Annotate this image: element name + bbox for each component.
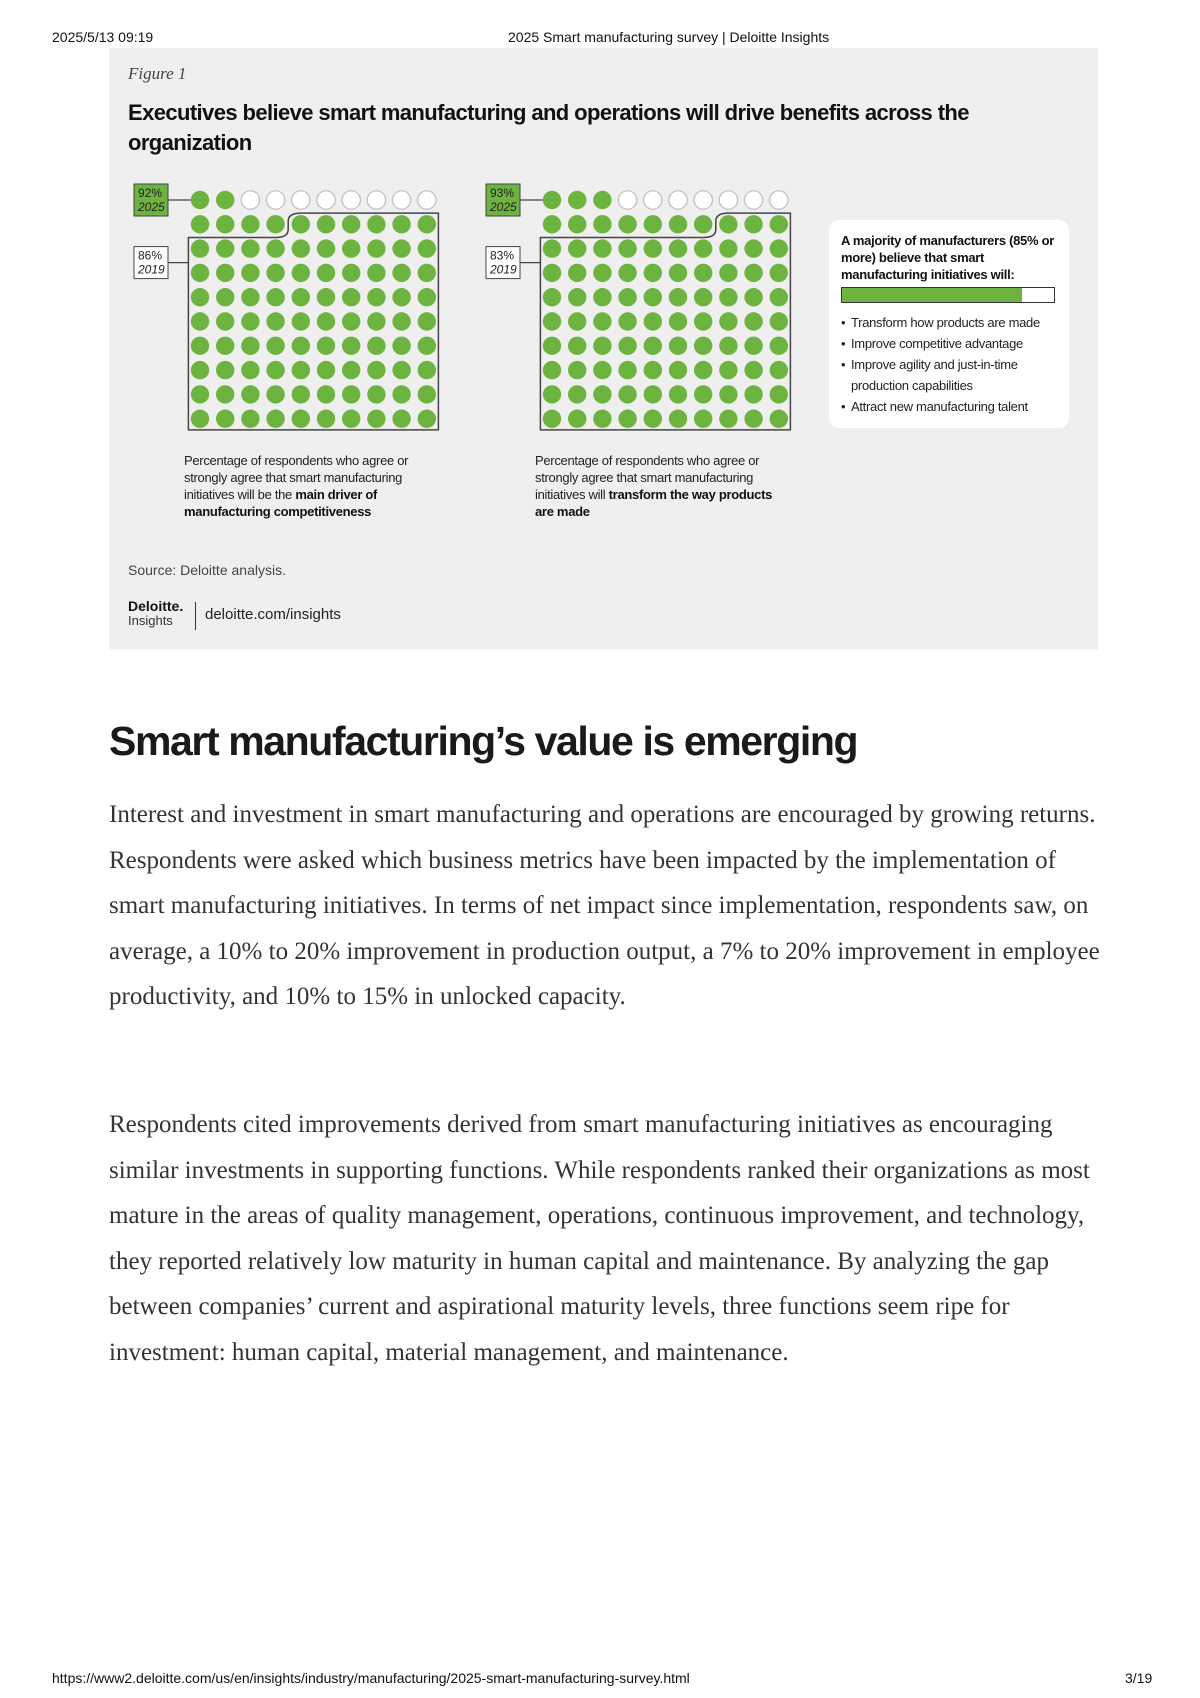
waffle-dot-filled xyxy=(266,337,284,355)
waffle-dot-filled xyxy=(618,410,636,428)
waffle-dot-filled xyxy=(618,361,636,379)
waffle-dot-filled xyxy=(191,191,209,209)
side-callout-heading: A majority of manufacturers (85% or more) believe that smart manufacturing initiatives will: xyxy=(841,233,1054,282)
waffle-dot-filled xyxy=(568,337,586,355)
waffle-dot-filled xyxy=(568,239,586,257)
side-callout xyxy=(829,220,1069,428)
waffle-dot-filled xyxy=(418,288,436,306)
waffle-dot-filled xyxy=(191,264,209,282)
waffle-dot-filled xyxy=(317,239,335,257)
waffle-dot-filled xyxy=(694,410,712,428)
waffle-dot-filled xyxy=(216,264,234,282)
waffle-dot-filled xyxy=(216,239,234,257)
waffle-dot-filled xyxy=(191,312,209,330)
waffle-dot-filled xyxy=(241,410,259,428)
waffle-dot-filled xyxy=(618,385,636,403)
waffle-dot-empty xyxy=(342,191,360,209)
waffle-dot-filled xyxy=(342,288,360,306)
side-callout-item: • Attract new manufacturing talent xyxy=(841,396,1065,417)
waffle-dot-filled xyxy=(669,239,687,257)
waffle-dot-filled xyxy=(543,361,561,379)
waffle-dot-filled xyxy=(216,337,234,355)
waffle-dot-filled xyxy=(266,288,284,306)
waffle-dot-filled xyxy=(694,239,712,257)
waffle-dot-filled xyxy=(317,312,335,330)
waffle-dot-filled xyxy=(392,264,410,282)
waffle-dot-filled xyxy=(191,385,209,403)
waffle-dot-filled xyxy=(744,288,762,306)
waffle-dot-empty xyxy=(669,191,687,209)
waffle-dot-filled xyxy=(216,191,234,209)
waffle-dot-filled xyxy=(744,312,762,330)
waffle-dot-filled xyxy=(241,312,259,330)
waffle-dot-filled xyxy=(317,410,335,428)
waffle-dot-filled xyxy=(418,312,436,330)
print-url: https://www2.deloitte.com/us/en/insights/industry/manufacturing/2025-smart-manufacturing-survey.html xyxy=(52,1670,690,1686)
print-datetime: 2025/5/13 09:19 xyxy=(52,29,154,45)
waffle-dot-filled xyxy=(568,288,586,306)
waffle-dot-empty xyxy=(266,191,284,209)
waffle-dot-filled xyxy=(266,385,284,403)
waffle-dot-empty xyxy=(292,191,310,209)
waffle-dot-filled xyxy=(266,264,284,282)
label-2025-value: 92% xyxy=(138,186,163,200)
label-2025-year: 2025 xyxy=(490,200,517,214)
waffle-dot-filled xyxy=(770,215,788,233)
waffle-dot-filled xyxy=(644,239,662,257)
label-2019-year: 2019 xyxy=(490,262,517,277)
waffle-dot-filled xyxy=(342,361,360,379)
side-callout-list xyxy=(841,312,1065,417)
side-callout-item: • Improve competitive advantage xyxy=(841,333,1065,354)
label-2019-value: 83% xyxy=(490,248,515,263)
waffle-dot-filled xyxy=(770,312,788,330)
waffle-dot-filled xyxy=(216,288,234,306)
waffle-dot-filled xyxy=(543,215,561,233)
waffle-dot-filled xyxy=(568,361,586,379)
figure-panel xyxy=(109,48,1098,650)
waffle-dot-filled xyxy=(593,264,611,282)
print-page-number: 3/19 xyxy=(1125,1670,1153,1686)
print-header xyxy=(0,29,1200,47)
waffle-dot-filled xyxy=(342,239,360,257)
waffle-dot-filled xyxy=(266,410,284,428)
logo-sub-text: Insights xyxy=(128,613,173,628)
waffle-dot-filled xyxy=(392,410,410,428)
waffle-dot-filled xyxy=(593,410,611,428)
waffle-dot-filled xyxy=(241,264,259,282)
waffle-dot-filled xyxy=(593,337,611,355)
waffle-dot-filled xyxy=(191,410,209,428)
waffle-dot-filled xyxy=(694,337,712,355)
waffle-dot-filled xyxy=(367,215,385,233)
waffle-dot-filled xyxy=(618,239,636,257)
waffle-dot-filled xyxy=(418,215,436,233)
side-callout-item: • Transform how products are made xyxy=(841,312,1065,333)
waffle-dot-filled xyxy=(367,288,385,306)
waffle-dot-filled xyxy=(317,215,335,233)
waffle-dot-filled xyxy=(618,264,636,282)
waffle-dot-filled xyxy=(292,337,310,355)
waffle-dot-filled xyxy=(292,385,310,403)
waffle-dot-filled xyxy=(543,191,561,209)
waffle-dot-filled xyxy=(694,361,712,379)
waffle-dot-filled xyxy=(342,337,360,355)
waffle-dot-filled xyxy=(694,215,712,233)
waffle-dot-filled xyxy=(568,385,586,403)
waffle-dot-filled xyxy=(644,361,662,379)
waffle-dot-filled xyxy=(367,385,385,403)
waffle-dot-filled xyxy=(644,264,662,282)
side-callout-bar-fill xyxy=(842,288,1022,302)
waffle-dot-filled xyxy=(241,288,259,306)
waffle-dot-filled xyxy=(241,385,259,403)
waffle-dot-filled xyxy=(719,337,737,355)
figure-title: Executives believe smart manufacturing and operations will drive benefits across the organization xyxy=(128,100,969,155)
waffle-dot-filled xyxy=(543,312,561,330)
waffle-dot-filled xyxy=(593,312,611,330)
label-2025-value: 93% xyxy=(490,186,515,200)
waffle-dot-filled xyxy=(216,361,234,379)
waffle-dot-filled xyxy=(568,312,586,330)
waffle-dot-empty xyxy=(418,191,436,209)
waffle-dot-filled xyxy=(694,312,712,330)
waffle-dot-filled xyxy=(367,264,385,282)
waffle-dot-filled xyxy=(367,337,385,355)
waffle-dot-filled xyxy=(342,264,360,282)
waffle-dot-empty xyxy=(719,191,737,209)
waffle-dot-filled xyxy=(618,312,636,330)
waffle-dot-filled xyxy=(191,337,209,355)
waffle-dot-filled xyxy=(191,215,209,233)
waffle-dot-filled xyxy=(770,337,788,355)
waffle-dot-filled xyxy=(392,337,410,355)
waffle-dot-filled xyxy=(367,312,385,330)
waffle-dot-filled xyxy=(317,288,335,306)
waffle-dot-filled xyxy=(292,410,310,428)
waffle-dot-filled xyxy=(744,239,762,257)
waffle-dot-filled xyxy=(669,215,687,233)
waffle-dot-filled xyxy=(744,385,762,403)
waffle-dot-filled xyxy=(317,337,335,355)
article-paragraph: Respondents cited improvements derived from smart manufacturing initiatives as encouraging similar investments in supporting functions. While respondents ranked their organizations as most mature in the areas of quality management, operations, continuous improvement, and technology, they reported relatively low maturity in human capital and maintenance. By analyzing the gap between companies’ current and aspirational maturity levels, three functions seem ripe for investment: human capital, material management, and maintenance. xyxy=(109,1111,1090,1366)
waffle-dot-filled xyxy=(719,288,737,306)
waffle-dot-filled xyxy=(266,361,284,379)
waffle-dot-empty xyxy=(694,191,712,209)
waffle-dot-filled xyxy=(392,288,410,306)
print-page-title: 2025 Smart manufacturing survey | Deloitte Insights xyxy=(508,29,830,45)
waffle-dot-filled xyxy=(241,239,259,257)
waffle-dot-filled xyxy=(568,410,586,428)
waffle-dot-filled xyxy=(418,361,436,379)
waffle-dot-filled xyxy=(744,215,762,233)
waffle-dot-filled xyxy=(719,361,737,379)
waffle-dot-filled xyxy=(367,410,385,428)
waffle-dot-filled xyxy=(669,410,687,428)
waffle-dot-filled xyxy=(568,215,586,233)
waffle-dot-filled xyxy=(191,288,209,306)
waffle-dot-filled xyxy=(292,215,310,233)
waffle-caption-1 xyxy=(184,452,434,520)
waffle-dot-filled xyxy=(241,337,259,355)
waffle-dot-filled xyxy=(669,288,687,306)
waffle-dot-empty xyxy=(744,191,762,209)
print-footer xyxy=(0,1670,1200,1688)
label-2025-year: 2025 xyxy=(138,200,165,214)
waffle-dot-filled xyxy=(618,337,636,355)
waffle-dot-filled xyxy=(266,239,284,257)
caption-2-text: Percentage of respondents who agree or strongly agree that smart manufacturing initiatives will xyxy=(535,453,760,502)
waffle-dot-filled xyxy=(392,385,410,403)
waffle-dot-filled xyxy=(241,215,259,233)
waffle-dot-filled xyxy=(367,239,385,257)
waffle-dot-filled xyxy=(191,239,209,257)
waffle-dot-filled xyxy=(719,410,737,428)
waffle-dot-filled xyxy=(770,410,788,428)
waffle-dot-filled xyxy=(292,264,310,282)
waffle-dot-empty xyxy=(770,191,788,209)
waffle-dot-filled xyxy=(418,410,436,428)
deloitte-insights-logo xyxy=(128,598,188,630)
waffle-dot-filled xyxy=(266,312,284,330)
waffle-dot-filled xyxy=(418,337,436,355)
waffle-dot-filled xyxy=(593,239,611,257)
waffle-dot-filled xyxy=(543,410,561,428)
waffle-dot-filled xyxy=(694,288,712,306)
waffle-dot-filled xyxy=(744,337,762,355)
waffle-dot-filled xyxy=(342,312,360,330)
caption-1-bold: main driver of manufacturing competitiveness xyxy=(184,487,378,519)
waffle-dot-filled xyxy=(770,385,788,403)
figure-source: Source: Deloitte analysis. xyxy=(128,562,286,578)
waffle-dot-filled xyxy=(317,264,335,282)
side-callout-item: • Improve agility and just-in-time production capabilities xyxy=(841,354,1065,396)
waffle-dot-filled xyxy=(744,410,762,428)
waffle-dot-filled xyxy=(669,361,687,379)
waffle-dot-filled xyxy=(719,239,737,257)
waffle-dot-filled xyxy=(392,239,410,257)
waffle-dot-empty xyxy=(392,191,410,209)
section-heading: Smart manufacturing’s value is emerging xyxy=(109,718,858,764)
waffle-dot-filled xyxy=(669,385,687,403)
waffle-dot-filled xyxy=(644,288,662,306)
figure-label: Figure 1 xyxy=(128,64,187,83)
waffle-dot-filled xyxy=(216,312,234,330)
waffle-dot-empty xyxy=(367,191,385,209)
waffle-dot-filled xyxy=(694,264,712,282)
waffle-dot-filled xyxy=(644,215,662,233)
logo-url: deloitte.com/insights xyxy=(205,606,341,623)
waffle-dot-filled xyxy=(392,361,410,379)
logo-main-text: Deloitte. xyxy=(128,598,184,614)
waffle-dot-filled xyxy=(292,239,310,257)
waffle-dot-filled xyxy=(644,337,662,355)
side-callout-bar xyxy=(841,287,1055,303)
waffle-dot-filled xyxy=(216,410,234,428)
caption-2-bold: transform the way products are made xyxy=(535,487,773,519)
waffle-dot-filled xyxy=(669,312,687,330)
waffle-dot-filled xyxy=(342,215,360,233)
waffle-dot-filled xyxy=(644,410,662,428)
waffle-dot-filled xyxy=(292,288,310,306)
waffle-dot-filled xyxy=(719,385,737,403)
waffle-dot-filled xyxy=(543,239,561,257)
caption-1-text: Percentage of respondents who agree or strongly agree that smart manufacturing initiatives will be the xyxy=(184,453,409,502)
waffle-dot-filled xyxy=(618,288,636,306)
waffle-dot-filled xyxy=(719,215,737,233)
article-paragraph: Interest and investment in smart manufacturing and operations are encouraged by growing returns. Respondents were asked which business metrics have been impacted by the implementation of smart manufacturing initiatives. In terms of net impact since implementation, respondents saw, on average, a 10% to 20% improvement in production output, a 7% to 20% improvement in employee productivity, and 10% to 15% in unlocked capacity. xyxy=(109,801,1100,1010)
waffle-dot-filled xyxy=(744,264,762,282)
waffle-dot-filled xyxy=(191,361,209,379)
waffle-dot-filled xyxy=(241,361,259,379)
waffle-dot-filled xyxy=(568,264,586,282)
waffle-dot-filled xyxy=(317,385,335,403)
waffle-dot-filled xyxy=(593,215,611,233)
waffle-dot-filled xyxy=(367,361,385,379)
waffle-dot-filled xyxy=(770,264,788,282)
waffle-dot-filled xyxy=(770,288,788,306)
logo-divider xyxy=(195,602,196,630)
waffle-dot-filled xyxy=(669,264,687,282)
waffle-dot-filled xyxy=(543,264,561,282)
waffle-dot-filled xyxy=(418,385,436,403)
waffle-dot-empty xyxy=(241,191,259,209)
waffle-dot-filled xyxy=(392,215,410,233)
waffle-dot-empty xyxy=(644,191,662,209)
waffle-dot-filled xyxy=(266,215,284,233)
waffle-dot-filled xyxy=(568,191,586,209)
label-2019-value: 86% xyxy=(138,248,163,263)
waffle-dot-filled xyxy=(744,361,762,379)
waffle-dot-filled xyxy=(770,239,788,257)
waffle-dot-filled xyxy=(216,215,234,233)
waffle-dot-filled xyxy=(317,361,335,379)
waffle-dot-filled xyxy=(618,215,636,233)
waffle-dot-filled xyxy=(342,385,360,403)
waffle-dot-filled xyxy=(418,264,436,282)
waffle-dot-filled xyxy=(216,385,234,403)
waffle-dot-filled xyxy=(292,312,310,330)
waffle-dot-filled xyxy=(418,239,436,257)
waffle-dot-filled xyxy=(593,288,611,306)
waffle-dot-filled xyxy=(543,337,561,355)
waffle-dot-filled xyxy=(342,410,360,428)
label-2019-year: 2019 xyxy=(138,262,165,277)
waffle-dot-filled xyxy=(593,361,611,379)
waffle-dot-filled xyxy=(543,288,561,306)
waffle-dot-filled xyxy=(770,361,788,379)
waffle-dot-filled xyxy=(292,361,310,379)
waffle-dot-filled xyxy=(392,312,410,330)
waffle-dot-empty xyxy=(618,191,636,209)
waffle-caption-2 xyxy=(535,452,785,520)
waffle-dot-filled xyxy=(719,312,737,330)
waffle-dot-filled xyxy=(694,385,712,403)
waffle-dot-empty xyxy=(317,191,335,209)
waffle-dot-filled xyxy=(593,385,611,403)
waffle-dot-filled xyxy=(669,337,687,355)
waffle-dot-filled xyxy=(644,385,662,403)
waffle-dot-filled xyxy=(543,385,561,403)
waffle-dot-filled xyxy=(593,191,611,209)
waffle-dot-filled xyxy=(644,312,662,330)
waffle-dot-filled xyxy=(719,264,737,282)
